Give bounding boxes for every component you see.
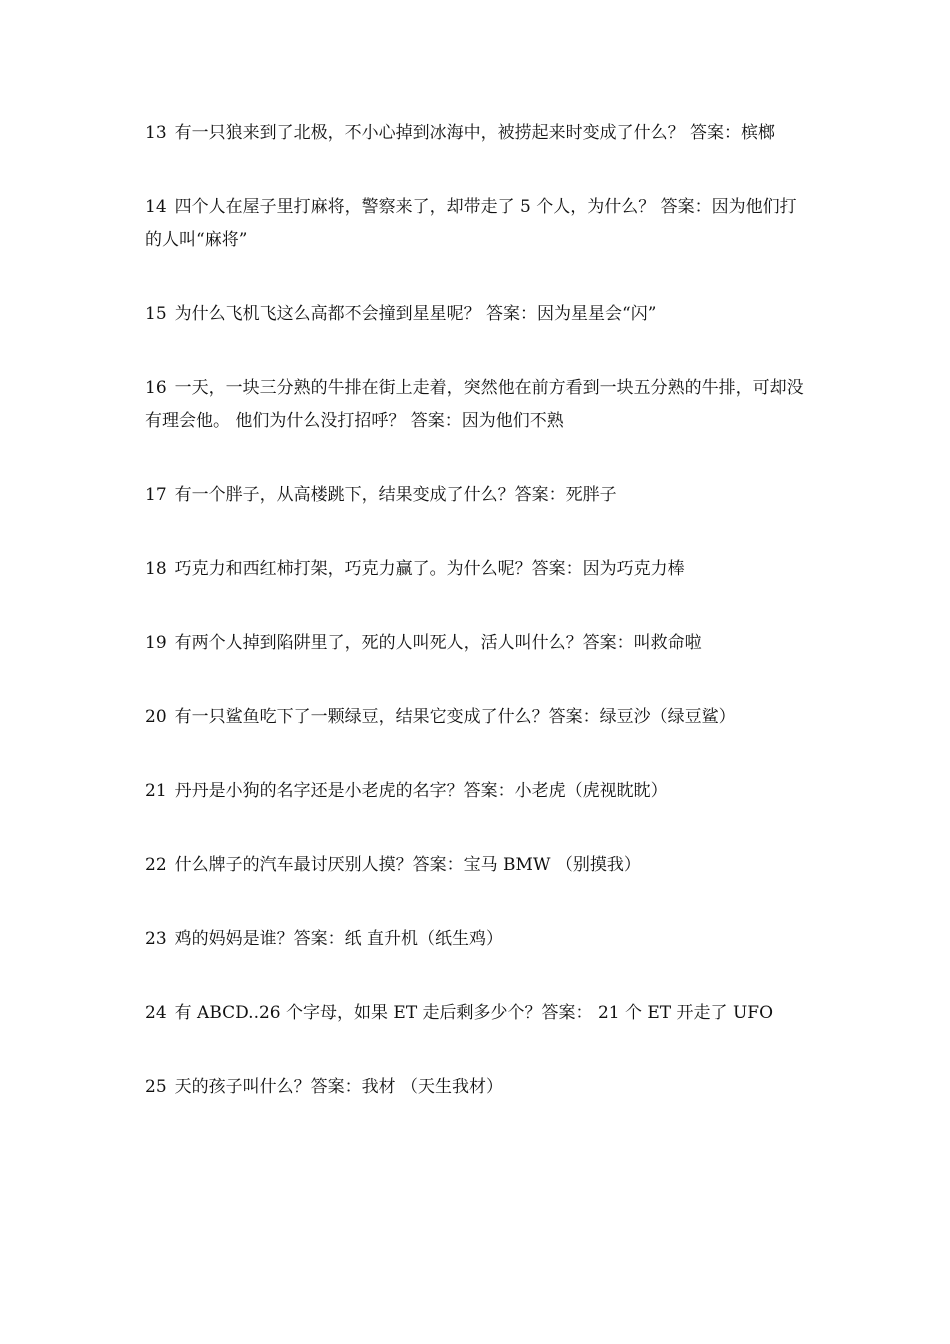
riddle-item [145, 701, 810, 734]
riddle-item [145, 923, 810, 956]
riddle-text: 有 ABCD..26 个字母，如果 ET 走后剩多少个？答案： 21 个 ET 开走了 UFO [174, 1003, 774, 1023]
riddle-list [145, 117, 810, 1145]
riddle-text: 有一只狼来到了北极，不小心掉到冰海中，被捞起来时变成了什么？ 答案：槟榔 [174, 123, 776, 143]
riddle-number: 18 [145, 559, 167, 579]
riddle-text: 为什么飞机飞这么高都不会撞到星星呢？ 答案：因为星星会“闪” [174, 304, 657, 324]
riddle-text: 有一个胖子，从高楼跳下，结果变成了什么？答案：死胖子 [174, 485, 617, 505]
riddle-number: 23 [145, 929, 167, 949]
riddle-item [145, 849, 810, 882]
riddle-number: 25 [145, 1077, 167, 1097]
riddle-number: 15 [145, 304, 167, 324]
riddle-item [145, 117, 810, 150]
riddle-text: 天的孩子叫什么？答案：我材 （天生我材） [174, 1077, 504, 1097]
riddle-item [145, 298, 810, 331]
riddle-number: 16 [145, 378, 167, 398]
riddle-number: 19 [145, 633, 167, 653]
riddle-number: 13 [145, 123, 167, 143]
riddle-text: 鸡的妈妈是谁？答案：纸 直升机（纸生鸡） [174, 929, 504, 949]
riddle-text: 丹丹是小狗的名字还是小老虎的名字？答案：小老虎（虎视眈眈） [174, 781, 668, 801]
riddle-item [145, 191, 810, 257]
riddle-item [145, 1071, 810, 1104]
riddle-item [145, 627, 810, 660]
riddle-number: 17 [145, 485, 167, 505]
riddle-item [145, 479, 810, 512]
riddle-text: 有两个人掉到陷阱里了，死的人叫死人，活人叫什么？答案：叫救命啦 [174, 633, 702, 653]
riddle-number: 14 [145, 197, 167, 217]
riddle-text: 四个人在屋子里打麻将，警察来了，却带走了 5 个人，为什么？ 答案：因为他们打的人叫“麻将” [145, 197, 797, 250]
riddle-text: 一天，一块三分熟的牛排在街上走着，突然他在前方看到一块五分熟的牛排，可却没有理会他。 他们为什么没打招呼？ 答案：因为他们不熟 [145, 378, 804, 431]
riddle-text: 什么牌子的汽车最讨厌别人摸？答案：宝马 BMW （别摸我） [174, 855, 641, 875]
riddle-item [145, 372, 810, 438]
riddle-number: 24 [145, 1003, 167, 1023]
riddle-item [145, 553, 810, 586]
riddle-number: 21 [145, 781, 167, 801]
riddle-number: 20 [145, 707, 167, 727]
riddle-item [145, 775, 810, 808]
riddle-item [145, 997, 810, 1030]
riddle-text: 巧克力和西红柿打架，巧克力赢了。为什么呢？答案：因为巧克力棒 [174, 559, 685, 579]
riddle-number: 22 [145, 855, 167, 875]
riddle-text: 有一只鲨鱼吃下了一颗绿豆，结果它变成了什么？答案：绿豆沙（绿豆鲨） [174, 707, 736, 727]
